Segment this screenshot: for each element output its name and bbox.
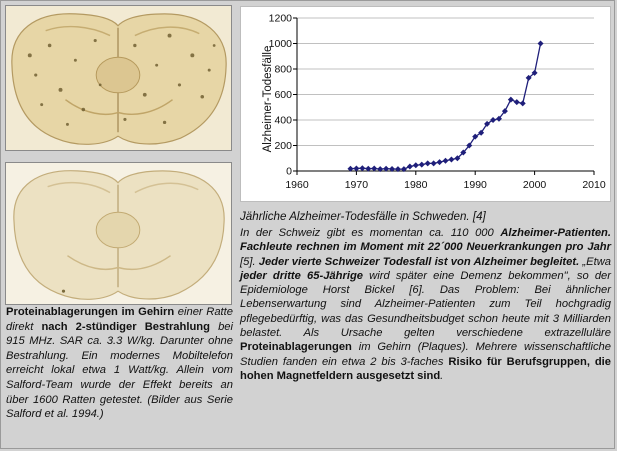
brain-image-control: [5, 162, 232, 305]
chart-data-point: [419, 162, 425, 168]
chart-x-tick-label: 1980: [404, 179, 428, 191]
chart-x-tick-label: 1970: [344, 179, 369, 191]
chart-svg: [241, 7, 610, 201]
chart-y-tick-label: 600: [274, 89, 292, 101]
chart-data-point: [425, 160, 431, 166]
caption-text-1: einer Ratte direkt: [6, 306, 233, 333]
chart-tick-labels: [269, 13, 606, 192]
chart-data-point: [448, 157, 454, 163]
para-text-6: .: [440, 369, 444, 382]
para-bold-5: Risiko für Berufsgruppen, die hohen Magnetfeldern ausgesetzt sind: [240, 355, 611, 382]
chart-y-tick-label: 200: [274, 140, 292, 152]
chart-x-tick-label: 1960: [285, 179, 309, 191]
caption-bold-intro: Proteinablagerungen im Gehirn: [6, 306, 175, 318]
chart-data-point: [413, 162, 419, 168]
chart-data-point: [443, 158, 449, 164]
chart-data-point: [437, 159, 443, 165]
para-text-5: im Gehirn (Plaques). Mehrere wissenschaftliche Studien fanden ein etwa 2 bis 3-faches: [240, 341, 611, 368]
chart-data-point: [359, 165, 365, 171]
chart-x-tick-label: 2000: [522, 179, 547, 191]
chart-caption: Jährliche Alzheimer-Todesfälle in Schweden. [4]: [240, 210, 486, 223]
para-bold-1: Alzheimer-Patienten. Fachleute rechnen im Moment mit 22´000 Neuerkrankungen pro Jahr: [240, 227, 611, 254]
caption-bold-mid: nach 2-stündiger Bestrahlung: [41, 320, 210, 333]
image-caption: [6, 305, 233, 422]
para-bold-3: jeder dritte 65-Jährige: [240, 269, 364, 282]
chart-data-point: [538, 41, 544, 47]
brain-image-irradiated: [5, 5, 232, 151]
para-bold-2: Jeder vierte Schweizer Todesfall ist von Alzheimer begleitet.: [258, 255, 580, 268]
para-bold-4: Proteinablagerungen: [240, 341, 352, 354]
chart-gridlines: [297, 18, 594, 146]
para-text-4: wird später eine Demenz bekommen", so der Epidemiologe Horst Bickel [6]. Das Problem: Bei ähnlicher Lebenserwartung sind Alzheimer-Patienten zum Teil hochgradig pflegebedürftig, was das Gesundheitsbudget schon heute mit 3 Milliarden belastet. Als Ursache gelten verschiedene extrazelluläre: [240, 269, 611, 340]
chart-axes: [293, 18, 594, 175]
chart-y-tick-label: 0: [286, 165, 292, 178]
chart-series-path: [350, 44, 540, 170]
chart-data-point: [514, 99, 520, 105]
alzheimer-deaths-chart: [240, 6, 611, 202]
brain-section-control-picture: [6, 163, 231, 304]
body-paragraph: [240, 226, 611, 383]
chart-y-tick-label: 1200: [268, 12, 292, 25]
chart-x-tick-label: 1990: [463, 179, 487, 191]
chart-data-point: [508, 97, 514, 103]
chart-data-point: [431, 160, 437, 166]
chart-series-line: [347, 41, 543, 173]
chart-y-tick-label: 1000: [268, 38, 292, 50]
chart-y-tick-label: 800: [274, 63, 292, 76]
chart-x-tick-label: 2010: [582, 179, 606, 191]
caption-text-2: bei 915 MHz. SAR ca. 3.3 W/kg. Darunter ohne Bestrahlung. Ein modernes Mobiltelefon erreicht lokal etwa 1 Watt/kg. Allein vom Salford-Team wurde der Effekt bereits an über 1600 Ratten getestet. (Bilder aus Serie Salford et al. 1994.): [6, 320, 233, 421]
para-text-1: In der Schweiz gibt es momentan ca. 110 000: [240, 227, 501, 239]
chart-data-point: [407, 164, 413, 170]
chart-y-tick-label: 400: [274, 114, 292, 127]
para-text-3: „Etwa: [579, 255, 611, 268]
brain-section-irradiated-picture: [6, 6, 231, 150]
para-text-2: [5].: [240, 255, 259, 268]
chart-y-axis-label: Alzheimer-Todesfälle: [262, 45, 274, 153]
chart-data-point: [520, 100, 526, 106]
